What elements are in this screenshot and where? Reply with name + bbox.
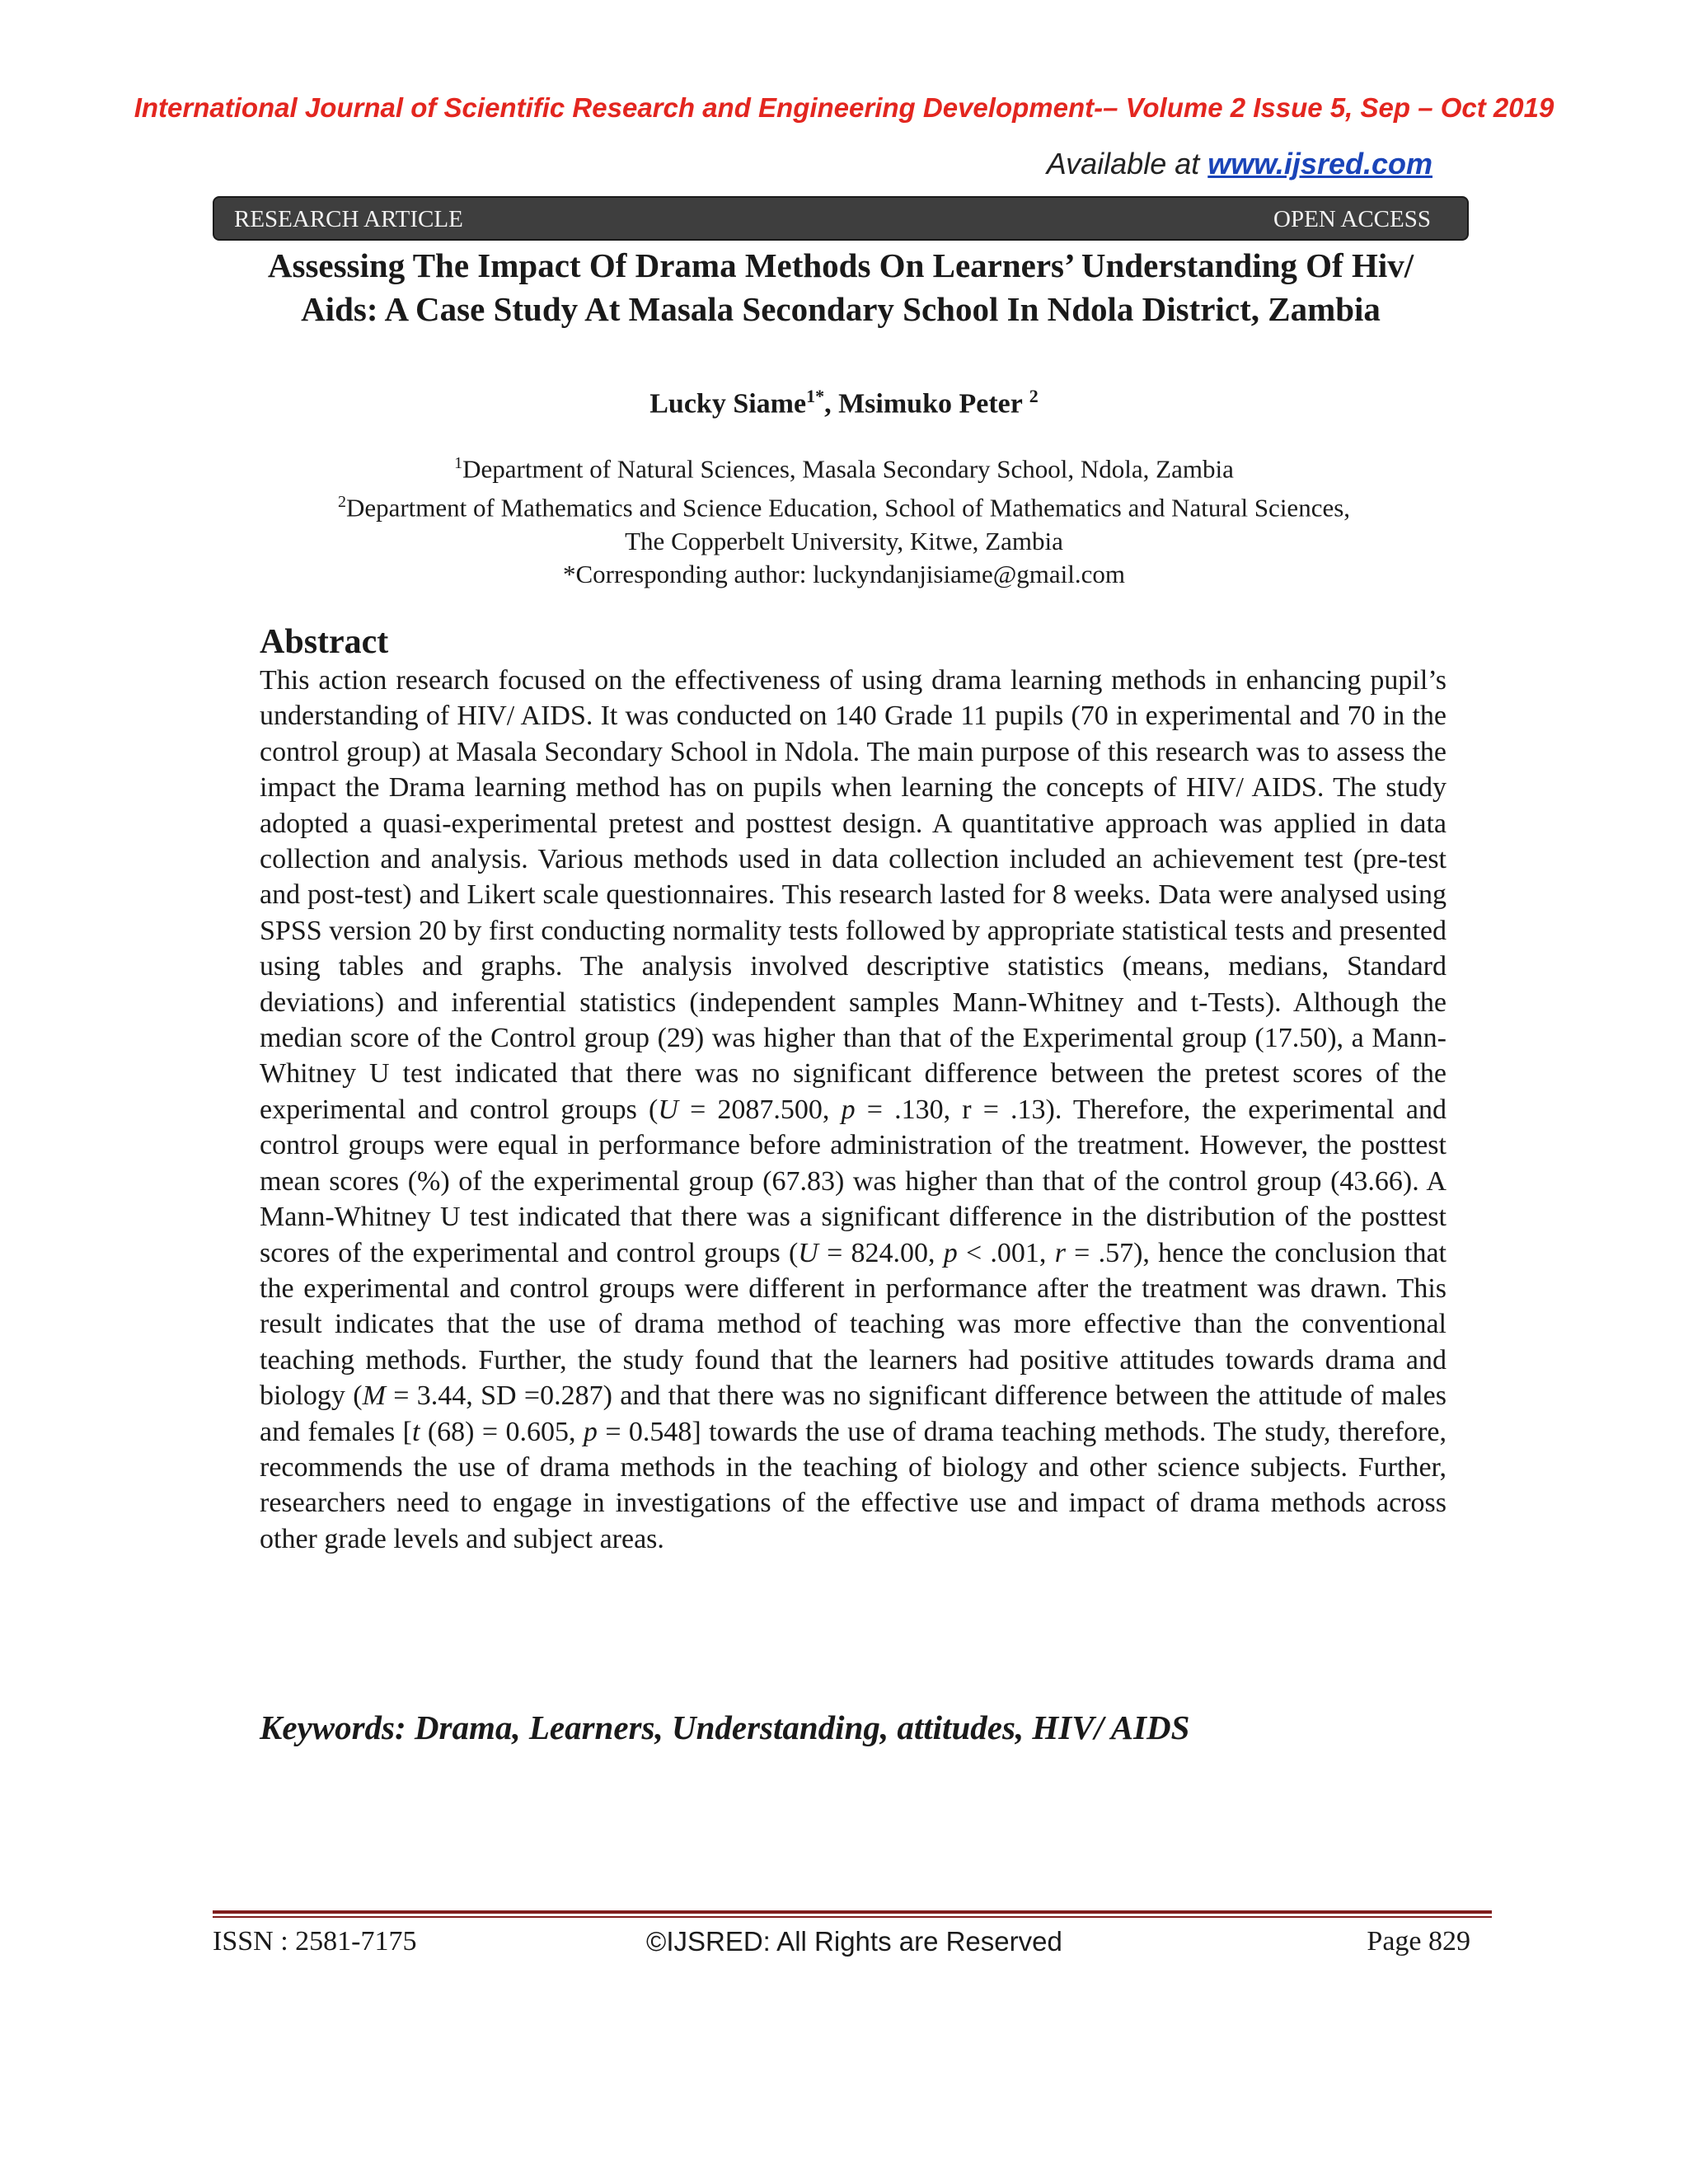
abstract-text-4: = 824.00, [818, 1237, 944, 1268]
stat-symbol-p: p [841, 1094, 856, 1125]
available-prefix: Available at [1046, 147, 1208, 180]
article-type-bar [213, 196, 1469, 241]
abstract-heading: Abstract [260, 623, 389, 661]
affiliation-1-text: Department of Natural Sciences, Masala Secondary School, Ndola, Zambia [462, 454, 1234, 484]
author-2-marker: 2 [1029, 386, 1039, 406]
paper-title-line2: Aids: A Case Study At Masala Secondary School In Ndola District, Zambia [301, 290, 1381, 328]
footer-issn: ISSN : 2581-7175 [213, 1926, 417, 1957]
abstract-text-5: < .001, [957, 1237, 1055, 1268]
affiliation-2-marker: 2 [337, 493, 346, 512]
author-1-marker: 1* [806, 386, 825, 406]
author-1: Lucky Siame [649, 388, 807, 419]
author-list [0, 386, 1688, 419]
stat-symbol-m: M [362, 1380, 386, 1412]
paper-title-line1: Assessing The Impact Of Drama Methods On Learners’ Understanding Of Hiv/ [267, 246, 1414, 284]
footer-rule-thick [213, 1910, 1492, 1914]
affiliations [0, 447, 1688, 591]
author-separator: , [824, 388, 839, 419]
research-article-label: RESEARCH ARTICLE [234, 206, 463, 232]
footer-rule-thin [213, 1916, 1492, 1918]
abstract-text-3: = .130, r = .13). Therefore, the experimental and control groups were equal in performance before administration of the treatment. However, the posttest mean scores (%) of the experimental group (67.83) was higher than that of the control group (43.66). A Mann-Whitney U test indicated that there was a significant difference in the distribution of the posttest scores of the experimental and control groups ( [260, 1094, 1447, 1268]
journal-website-link[interactable]: www.ijsred.com [1207, 147, 1432, 180]
footer-rule [213, 1910, 1492, 1922]
author-2: Msimuko Peter [838, 388, 1029, 419]
stat-symbol-u: U [658, 1094, 678, 1125]
abstract-text-1: This action research focused on the effectiveness of using drama learning methods in enhancing pupil’s understanding of HIV/ AIDS. It was conducted on 140 Grade 11 pupils (70 in experimental and 70 in the control group) at Masala Secondary School in Ndola. The main purpose of this research was to assess the impact the Drama learning method has on pupils when learning the concepts of HIV/ AIDS. The study adopted a quasi-experimental pretest and posttest design. A quantitative approach was applied in data collection and analysis. Various methods used in data collection included an achievement test (pre-test and post-test) and Likert scale questionnaires. This research lasted for 8 weeks. Data were analysed using SPSS version 20 by first conducting normality tests followed by appropriate statistical tests and presented using tables and graphs. The analysis involved descriptive statistics (means, medians, Standard deviations) and inferential statistics (independent samples Mann-Whitney and t-Tests). Although the median score of the Control group (29) was higher than that of the Experimental group (17.50), a Mann-Whitney U test indicated that there was no significant difference between the pretest scores of the experimental and control groups ( [260, 665, 1447, 1125]
affiliation-2 [0, 485, 1688, 524]
paper-title [213, 244, 1469, 331]
availability-line [1047, 147, 1432, 181]
corresponding-author: *Corresponding author: luckyndanjisiame@gmail.com [563, 559, 1125, 588]
affiliation-2-continued: The Copperbelt University, Kitwe, Zambia [625, 526, 1063, 555]
affiliation-1 [0, 447, 1688, 485]
affiliation-1-marker: 1 [454, 454, 463, 472]
stat-symbol-p: p [943, 1237, 958, 1268]
journal-header: International Journal of Scientific Research and Engineering Development-– Volume 2 Issue 5, Sep – Oct 2019 [134, 92, 1554, 123]
stat-symbol-u: U [798, 1237, 818, 1268]
affiliation-2-text: Department of Mathematics and Science Education, School of Mathematics and Natural Sciences, [345, 493, 1351, 523]
abstract-text-6: = .57), hence the conclusion that the experimental and control groups were different in performance after the treatment was drawn. This result indicates that the use of drama method of teaching was more effective than the conventional teaching methods. Further, the study found that the learners had positive attitudes towards drama and biology ( [260, 1237, 1447, 1412]
stat-symbol-p: p [583, 1416, 598, 1447]
abstract-text-2: = 2087.500, [678, 1094, 842, 1125]
abstract-text-9: = 0.548] towards the use of drama teaching methods. The study, therefore, recommends the use of drama methods in the teaching of biology and other science subjects. Further, researchers need to engage in investigations of the effective use and impact of drama methods across other grade levels and subject areas. [260, 1416, 1447, 1554]
footer-page-number: Page 829 [1367, 1926, 1470, 1957]
stat-symbol-r: r [1054, 1237, 1066, 1268]
abstract-body [260, 663, 1447, 1557]
keywords: Keywords: Drama, Learners, Understanding, attitudes, HIV/ AIDS [260, 1708, 1190, 1746]
stat-symbol-t: t [411, 1416, 420, 1447]
open-access-label: OPEN ACCESS [1273, 206, 1431, 232]
footer-copyright: ©IJSRED: All Rights are Reserved [646, 1926, 1062, 1957]
abstract-text-8: (68) = 0.605, [420, 1416, 584, 1447]
abstract-text-7: = 3.44, SD =0.287) and that there was no significant difference between the attitude of males and females [ [260, 1380, 1447, 1447]
